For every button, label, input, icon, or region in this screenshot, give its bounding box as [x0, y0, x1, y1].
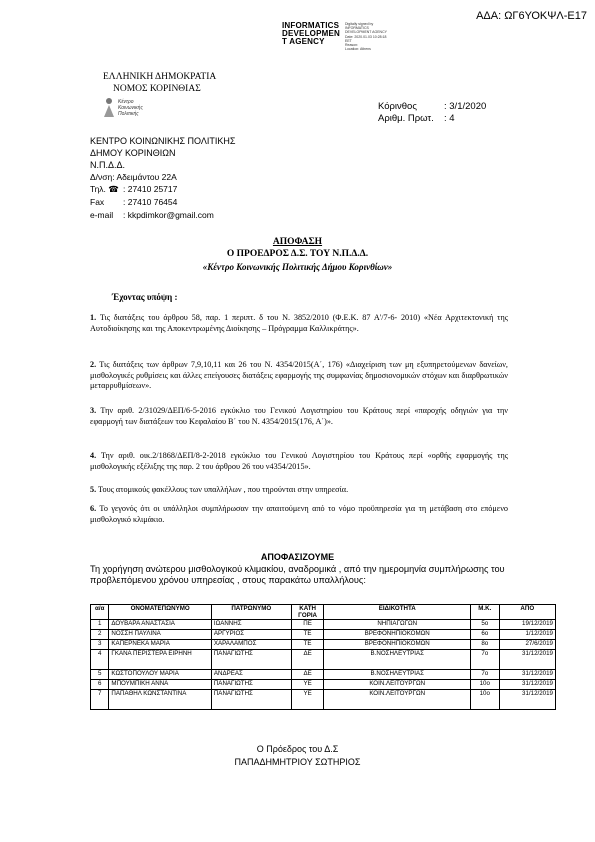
cell-name: ΚΩΣΤΟΠΟΥΛΟΥ ΜΑΡΙΑ [109, 670, 211, 680]
paragraph-text: Τους ατομικούς φακέλλους των υπαλλήλων , που τηρούνται στην υπηρεσία. [98, 485, 349, 494]
cell-name: ΜΠΟΥΜΠΙΚΗ ΑΝΝΑ [109, 680, 211, 690]
table-row [91, 680, 556, 690]
sig-line: EET [345, 38, 352, 43]
org-name: ΚΕΝΤΡΟ ΚΟΙΝΩΝΙΚΗΣ ΠΟΛΙΤΙΚΗΣ [90, 136, 236, 146]
col-header-specialty: ΕΙΔΙΚΟΤΗΤΑ [324, 605, 470, 620]
decide-title: ΑΠΟΦΑΣΙΖΟΥΜΕ [260, 552, 335, 562]
cell-father-name: ΠΑΝΑΓΙΩΤΗΣ [211, 680, 291, 690]
org-phone: : 27410 25717 [123, 184, 178, 194]
logo-line-2: DEVELOPMEN [282, 29, 341, 38]
cell-father-name: ΠΑΝΑΓΙΩΤΗΣ [211, 650, 291, 670]
paragraph-text: Την αριθ. οικ.2/1868/ΔΕΠ/8-2-2018 εγκύκλιο του Γενικού Λογιστηρίου του Κράτους περί «ορθής εφαρμογής της μισθολογικής εξέλιξης της παρ. 2 του άρθρου 26 του ν4354/2015». [90, 451, 508, 471]
cell-number: 2 [91, 630, 109, 640]
org-fax-label: Fax [90, 197, 105, 207]
cell-specialty: Β.ΝΟΣΗΛΕΥΤΡΙΑΣ [324, 650, 470, 670]
cell-category: ΠΕ [291, 620, 324, 630]
sig-line: DEVELOPMENT AGENCY [345, 30, 387, 35]
sig-line: Date: 2020.01.03 10:28:18 [345, 34, 387, 39]
sig-line: INFORMATICS [345, 26, 369, 31]
paragraph-number: 3. [90, 406, 97, 415]
cell-from: 19/12/2019 [499, 620, 555, 630]
org-type: Ν.Π.Δ.Δ. [90, 160, 126, 170]
signature-name: ΠΑΠΑΔΗΜΗΤΡΙΟΥ ΣΩΤΗΡΙΟΣ [234, 757, 361, 767]
table-row [91, 690, 556, 710]
paragraph-number: 5. [90, 485, 97, 494]
cell-specialty: ΒΡΕΦΟΝΗΠΙΟΚΟΜΩΝ [324, 640, 470, 650]
cell-grade: 8ο [470, 640, 499, 650]
paragraph-1 [90, 313, 508, 334]
ada-code: ΑΔΑ: ΩΓ6ΥΟΚΨΛ-Ε17 [476, 10, 587, 22]
paragraph-text: Την αριθ. 2/31029/ΔΕΠ/6-5-2016 εγκύκλιο του Γενικού Λογιστηρίου του Κράτους περί «παροχής οδηγιών για την εφαρμογή των διατάξεων του Κεφαλαίου Β΄ του Ν. 4354/2015(176, Α΄)». [90, 406, 508, 426]
cell-from: 31/12/2019 [499, 680, 555, 690]
cell-specialty: ΚΟΙΝ.ΛΕΙΤΟΥΡΓΩΝ [324, 690, 470, 710]
cell-name: ΠΑΠΑΘΗΛ ΚΩΝΣΤΑΝΤΙΝΑ [109, 690, 211, 710]
cell-number: 6 [91, 680, 109, 690]
republic-title: ΕΛΛΗΝΙΚΗ ΔΗΜΟΚΡΑΤΙΑ [103, 72, 217, 82]
org-fax: : 27410 76454 [123, 197, 178, 207]
table-row [91, 650, 556, 670]
cell-number: 3 [91, 640, 109, 650]
center-emblem [102, 97, 143, 121]
digital-signature-stamp [345, 22, 405, 51]
decision-entity: «Κέντρο Κοινωνικής Πολιτικής Δήμου Κορινθίων» [202, 262, 393, 272]
cell-name: ΝΟΣΣΗ ΠΑΥΛΙΝΑ [109, 630, 211, 640]
cell-name: ΚΑΠΕΡΝΕΚΑ ΜΑΡΙΑ [109, 640, 211, 650]
paragraph-5 [90, 485, 508, 496]
cell-grade: 10ο [470, 690, 499, 710]
cell-father-name: ΑΡΓΥΡΙΟΣ [211, 630, 291, 640]
org-phone-label: Τηλ. ☎ [90, 184, 119, 194]
staff-table [90, 604, 556, 710]
cell-specialty: Β.ΝΟΣΗΛΕΥΤΡΙΑΣ [324, 670, 470, 680]
col-header-from: ΑΠΟ [499, 605, 555, 620]
cell-number: 1 [91, 620, 109, 630]
table-row [91, 620, 556, 630]
cell-grade: 7ο [470, 650, 499, 670]
emblem-figure-icon [102, 97, 116, 119]
col-header-father-name: ΠΑΤΡΩΝΥΜΟ [211, 605, 291, 620]
org-email[interactable]: : kkpdimkor@gmail.com [123, 210, 214, 220]
cell-category: ΥΕ [291, 680, 324, 690]
protocol-label: Αριθμ. Πρωτ. [378, 113, 434, 124]
cell-from: 31/12/2019 [499, 670, 555, 680]
cell-category: ΤΕ [291, 630, 324, 640]
cell-father-name: ΧΑΡΑΛΑΜΠΟΣ [211, 640, 291, 650]
sig-line: Digitally signed by [345, 22, 374, 26]
cell-specialty: ΚΟΙΝ.ΛΕΙΤΟΥΡΓΩΝ [324, 680, 470, 690]
table-header-row [91, 605, 556, 620]
cell-category: ΥΕ [291, 690, 324, 710]
paragraph-4 [90, 451, 508, 472]
cell-grade: 10ο [470, 680, 499, 690]
table-row [91, 670, 556, 680]
decide-text: Τη χορήγηση ανώτερου μισθολογικού κλιμακίου, αναδρομικά , από την ημερομηνία συμπλήρωσης του προβλεπόμενου χρόνου υπηρεσίας , στους παρακάτω υπαλλήλους: [90, 564, 505, 585]
paragraph-text: Το γεγονός ότι οι υπάλληλοι συμπλήρωσαν την απαιτούμενη από το νόμο προϋπηρεσία για τη μετάβαση στο επόμενο μισθολογικό κλιμάκιο. [90, 504, 508, 524]
sig-line: Reason: [345, 43, 359, 48]
cell-specialty: ΒΡΕΦΟΝΗΠΙΟΚΟΜΩΝ [324, 630, 470, 640]
col-header-name: ΟΝΟΜΑΤΕΠΩΝΥΜΟ [109, 605, 211, 620]
logo-line-3: T AGENCY [282, 37, 325, 46]
logo-line-1: INFORMATICS [282, 21, 340, 30]
cell-from: 31/12/2019 [499, 650, 555, 670]
cell-father-name: ΙΩΑΝΝΗΣ [211, 620, 291, 630]
paragraph-text: Τις διατάξεις του άρθρου 58, παρ. 1 περιπτ. δ του Ν. 3852/2010 (Φ.Ε.Κ. 87 Α'/7-6- 2010) «Νέα Αρχιτεκτονική της Αυτοδιοίκησης και της Αποκεντρωμένης Διοίκησης – Πρόγραμμα Καλλικράτης». [90, 313, 508, 333]
paragraph-text: Τις διατάξεις των άρθρων 7,9,10,11 και 26 του Ν. 4354/2015(Α΄, 176) «Διαχείριση των μη εξυπηρετούμενων δανείων, μισθολογικές ρυθμίσεις και άλλες επείγουσες διατάξεις εφαρμογής της συμφωνίας δημοσιονομικών στόχων και διαρθρωτικών μεταρρυθμίσεων». [90, 360, 508, 390]
paragraph-number: 1. [90, 313, 97, 322]
cell-grade: 7ο [470, 670, 499, 680]
table-row [91, 630, 556, 640]
cell-number: 4 [91, 650, 109, 670]
cell-father-name: ΠΑΝΑΓΙΩΤΗΣ [211, 690, 291, 710]
paragraph-6 [90, 504, 508, 525]
place-label: Κόρινθος [378, 101, 417, 112]
paragraph-3 [90, 406, 508, 427]
protocol-number: : 4 [444, 113, 455, 124]
place-date: : 3/1/2020 [444, 101, 487, 112]
decision-subtitle: Ο ΠΡΟΕΔΡΟΣ Δ.Σ. ΤΟΥ Ν.Π.Δ.Δ. [226, 249, 369, 259]
col-header-grade: Μ.Κ. [470, 605, 499, 620]
cell-name: ΓΚΑΝΑ ΠΕΡΙΣΤΕΡΑ ΕΙΡΗΝΗ [109, 650, 211, 670]
col-header-number: α/α [91, 605, 109, 620]
signature-role: Ο Πρόεδρος του Δ.Σ [256, 744, 339, 754]
considering-heading: Έχοντας υπόψη : [112, 292, 178, 302]
paragraph-2 [90, 360, 508, 392]
cell-grade: 6ο [470, 630, 499, 640]
emblem-text: Κέντρο Κοινωνικής Πολιτικής [118, 99, 143, 117]
org-email-label: e-mail [90, 210, 114, 220]
org-address: Δ/νση: Αδειμάντου 22Α [90, 172, 177, 182]
paragraph-number: 4. [90, 451, 97, 460]
cell-category: ΔΕ [291, 670, 324, 680]
cell-number: 7 [91, 690, 109, 710]
prefecture-title: ΝΟΜΟΣ ΚΟΡΙΝΘΙΑΣ [113, 84, 201, 94]
paragraph-number: 2. [90, 360, 97, 369]
cell-number: 5 [91, 670, 109, 680]
cell-from: 1/12/2019 [499, 630, 555, 640]
cell-specialty: ΝΗΠΙΑΓΩΓΩΝ [324, 620, 470, 630]
table-row [91, 640, 556, 650]
org-municipality: ΔΗΜΟΥ ΚΟΡΙΝΘΙΩΝ [90, 148, 176, 158]
cell-from: 31/12/2019 [499, 690, 555, 710]
cell-name: ΔΟΥΒΑΡΑ ΑΝΑΣΤΑΣΙΑ [109, 620, 211, 630]
cell-from: 27/6/2019 [499, 640, 555, 650]
paragraph-number: 6. [90, 504, 97, 513]
cell-category: ΔΕ [291, 650, 324, 670]
cell-grade: 5ο [470, 620, 499, 630]
sig-line: Location: Athens [345, 47, 371, 52]
cell-father-name: ΑΝΔΡΕΑΣ [211, 670, 291, 680]
col-header-category: ΚΑΤΗ ΓΟΡΙΑ [291, 605, 324, 620]
cell-category: ΤΕ [291, 640, 324, 650]
decision-title: ΑΠΟΦΑΣΗ [272, 237, 323, 247]
